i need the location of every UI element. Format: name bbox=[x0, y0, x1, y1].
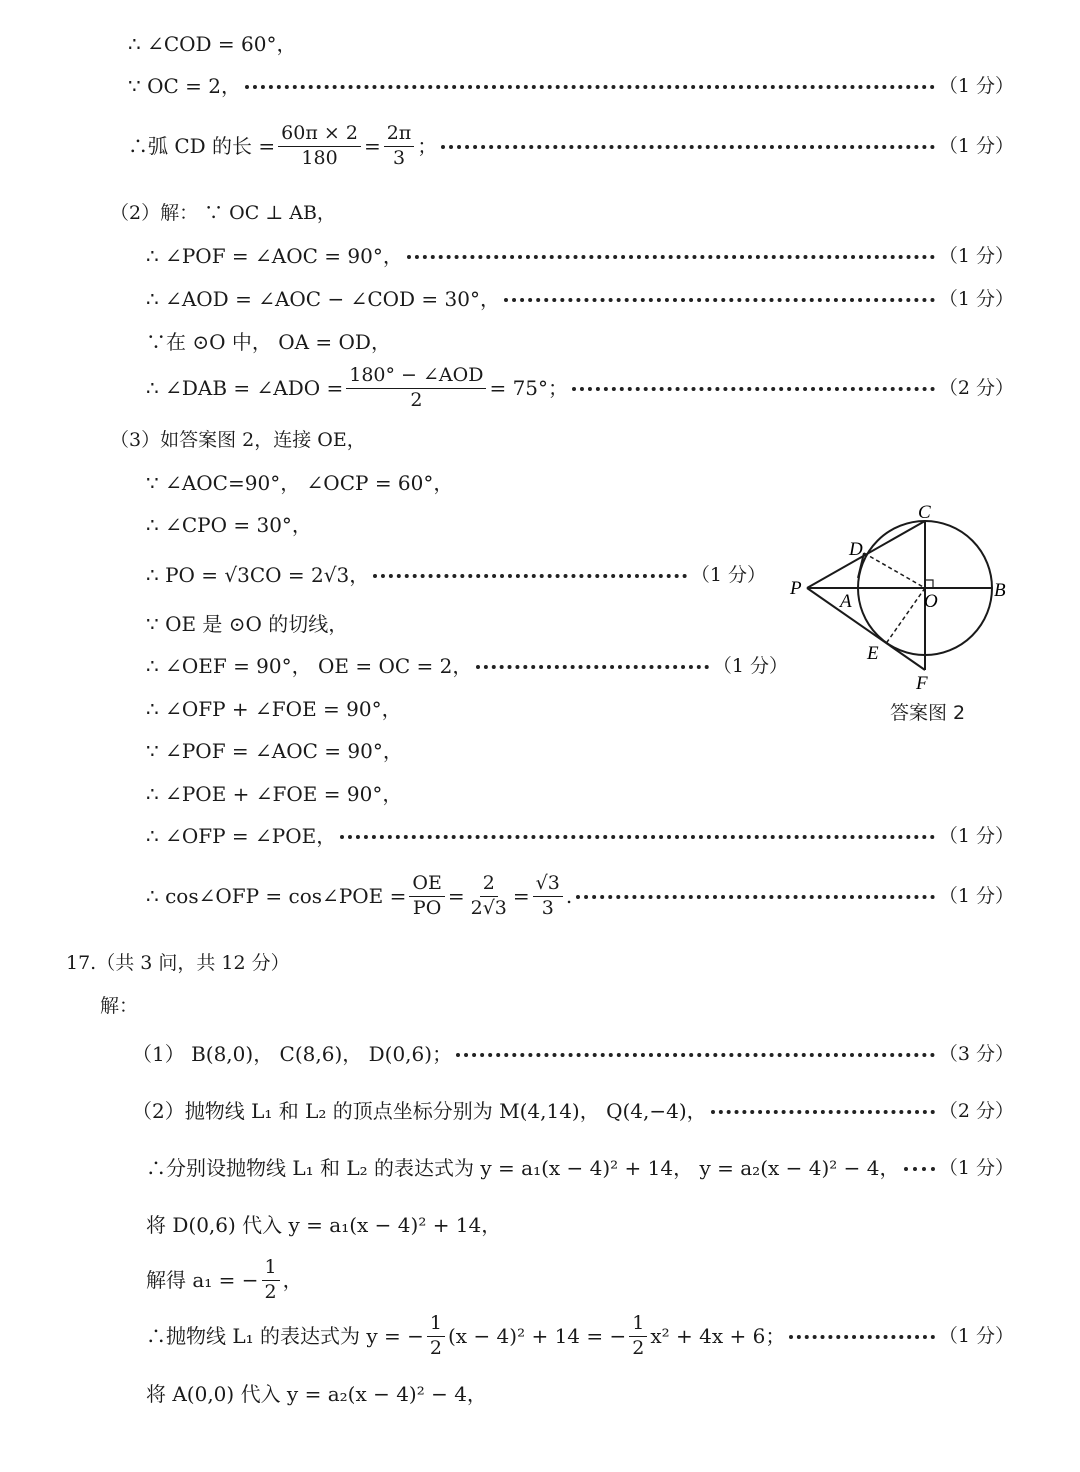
dot-leader bbox=[441, 145, 935, 149]
line-substitute-a bbox=[146, 1382, 487, 1406]
numerator: 1 bbox=[427, 1312, 445, 1337]
line-expr: ∴ ∠OFP + ∠FOE = 90°， bbox=[146, 697, 402, 721]
line-l1-expression bbox=[146, 1312, 1014, 1361]
line-pf bbox=[807, 588, 925, 670]
line-expr: ∵ OE 是 ⊙O 的切线， bbox=[146, 612, 349, 636]
line-ofp-foe bbox=[146, 697, 402, 721]
line-expr: （1） B(8,0)， C(8,6)， D(0,6)； bbox=[132, 1042, 453, 1066]
line-expr: （2）抛物线 L₁ 和 L₂ 的顶点坐标分别为 M(4,14)， Q(4,−4)， bbox=[132, 1099, 707, 1123]
line-expr: (x − 4)² + 14 = − bbox=[448, 1324, 627, 1349]
label-o: O bbox=[924, 591, 938, 612]
line-expr: （3）如答案图 2，连接 OE， bbox=[110, 429, 366, 451]
line-expr: ∵ OC = 2， bbox=[128, 74, 241, 98]
fraction bbox=[346, 364, 486, 413]
line-expr: 将 A(0,0) 代入 y = a₂(x − 4)² − 4， bbox=[146, 1382, 487, 1406]
part-2-heading bbox=[110, 202, 336, 225]
line-expr: . bbox=[565, 884, 573, 909]
fraction bbox=[468, 872, 510, 921]
line-expr: ∴ ∠OFP = ∠POE， bbox=[146, 824, 337, 848]
label-d: D bbox=[849, 539, 863, 560]
equals: = bbox=[363, 134, 381, 159]
label-f: F bbox=[916, 673, 928, 694]
numerator: 1 bbox=[262, 1256, 280, 1281]
dot-leader bbox=[340, 835, 935, 839]
score-label: （1 分） bbox=[938, 824, 1014, 847]
line-oa-od bbox=[146, 330, 391, 354]
line-expr: ∴分别设抛物线 L₁ 和 L₂ 的表达式为 y = a₁(x − 4)² + 14， y = a₂(x − 4)² − 4， bbox=[146, 1156, 900, 1180]
line-arc-length bbox=[128, 122, 1014, 171]
score-label: （1 分） bbox=[690, 563, 766, 586]
score-label: （1 分） bbox=[712, 654, 788, 677]
denominator: 2 bbox=[632, 1336, 645, 1359]
line-cos bbox=[146, 872, 1014, 921]
fraction bbox=[384, 122, 415, 171]
score-label: （2 分） bbox=[938, 1099, 1014, 1122]
fraction bbox=[262, 1256, 280, 1305]
score-label: （1 分） bbox=[938, 287, 1014, 310]
line-q17-part1 bbox=[132, 1042, 1014, 1066]
dot-leader bbox=[476, 665, 709, 669]
line-expr: ， bbox=[282, 1268, 303, 1293]
score-label: （1 分） bbox=[938, 1324, 1014, 1347]
line-oc bbox=[128, 74, 1014, 98]
line-tangent bbox=[146, 612, 348, 636]
line-expr: 解： bbox=[100, 995, 139, 1017]
line-expr: ∵ ∠AOC=90°， ∠OCP = 60°， bbox=[146, 471, 454, 495]
label-c: C bbox=[918, 502, 931, 523]
line-oef bbox=[146, 654, 788, 678]
line-expr: ∵在 ⊙O 中， OA = OD， bbox=[146, 330, 391, 354]
dot-leader bbox=[904, 1167, 935, 1171]
line-expr: ∵ ∠POF = ∠AOC = 90°， bbox=[146, 739, 403, 763]
line-expr: ∴ PO = √3CO = 2√3， bbox=[146, 563, 370, 587]
denominator: PO bbox=[412, 896, 442, 919]
line-cpo bbox=[146, 513, 312, 537]
numerator: 60π × 2 bbox=[278, 122, 361, 147]
dot-leader bbox=[504, 298, 935, 302]
line-pof bbox=[146, 244, 1014, 268]
denominator: 2 bbox=[264, 1280, 277, 1303]
numerator: √3 bbox=[533, 872, 563, 897]
answer-figure-2 bbox=[785, 498, 1025, 728]
right-angle-mark bbox=[925, 580, 933, 588]
line-po bbox=[146, 563, 766, 587]
label-p: P bbox=[790, 578, 802, 599]
score-label: （1 分） bbox=[938, 1156, 1014, 1179]
denominator: 2 bbox=[410, 388, 423, 411]
score-label: （2 分） bbox=[938, 376, 1014, 399]
line-aod bbox=[146, 287, 1014, 311]
dot-leader bbox=[711, 1110, 935, 1114]
denominator: 3 bbox=[392, 146, 406, 169]
line-cod bbox=[128, 32, 297, 56]
numerator: OE bbox=[409, 872, 444, 897]
line-expr: ∴ ∠COD = 60°， bbox=[128, 32, 297, 56]
line-q17-part2 bbox=[132, 1099, 1014, 1123]
line-expr: ∴ ∠POE + ∠FOE = 90°， bbox=[146, 782, 403, 806]
denominator: 2 bbox=[429, 1336, 442, 1359]
fraction bbox=[409, 872, 444, 921]
question-17-heading bbox=[66, 952, 290, 975]
line-oe-dashed bbox=[885, 588, 925, 645]
score-label: （1 分） bbox=[938, 134, 1014, 157]
line-poe-foe bbox=[146, 782, 402, 806]
fraction bbox=[278, 122, 361, 171]
score-label: （1 分） bbox=[938, 884, 1014, 907]
line-expr: 17.（共 3 问，共 12 分） bbox=[66, 952, 290, 974]
score-label: （1 分） bbox=[938, 244, 1014, 267]
line-expr: ∴ ∠CPO = 30°， bbox=[146, 513, 312, 537]
line-solve-a1 bbox=[146, 1256, 303, 1305]
geometry-diagram bbox=[785, 498, 1025, 698]
line-expr: = 75°； bbox=[489, 376, 569, 401]
fraction bbox=[427, 1312, 445, 1361]
fraction bbox=[629, 1312, 647, 1361]
line-do-dashed bbox=[864, 553, 925, 588]
line-expr: ； bbox=[417, 134, 438, 159]
score-label: （3 分） bbox=[938, 1042, 1014, 1065]
line-expr: ∴抛物线 L₁ 的表达式为 y = − bbox=[146, 1324, 424, 1349]
numerator: 180° − ∠AOD bbox=[346, 364, 486, 389]
dot-leader bbox=[245, 85, 935, 89]
line-aoc-ocp bbox=[146, 471, 453, 495]
line-expr: 解得 a₁ = − bbox=[146, 1268, 259, 1293]
denominator: 2√3 bbox=[470, 896, 507, 919]
line-expr: （2）解： ∵ OC ⊥ AB， bbox=[110, 202, 336, 224]
line-substitute-d bbox=[146, 1213, 501, 1237]
line-expr: ∴弧 CD 的长 = bbox=[128, 134, 276, 159]
line-expr: ∴ ∠DAB = ∠ADO = bbox=[146, 376, 344, 401]
figure-caption: 答案图 2 bbox=[890, 702, 966, 724]
dot-leader bbox=[572, 387, 935, 391]
numerator: 1 bbox=[629, 1312, 647, 1337]
line-expr: ∴ ∠OEF = 90°， OE = OC = 2， bbox=[146, 654, 473, 678]
label-a: A bbox=[840, 591, 852, 612]
numerator: 2 bbox=[480, 872, 498, 897]
dot-leader bbox=[407, 255, 935, 259]
dot-leader bbox=[456, 1053, 935, 1057]
fraction bbox=[533, 872, 563, 921]
numerator: 2π bbox=[384, 122, 415, 147]
dot-leader bbox=[373, 574, 687, 578]
line-set-expressions bbox=[146, 1156, 1014, 1180]
part-3-heading bbox=[110, 429, 366, 452]
dot-leader bbox=[789, 1335, 935, 1339]
line-dab bbox=[146, 364, 1014, 413]
dot-leader bbox=[576, 895, 935, 899]
line-expr: 将 D(0,6) 代入 y = a₁(x − 4)² + 14， bbox=[146, 1213, 502, 1237]
line-ofp-poe bbox=[146, 824, 1014, 848]
denominator: 180 bbox=[301, 146, 338, 169]
score-label: （1 分） bbox=[938, 74, 1014, 97]
line-expr: ∴ ∠POF = ∠AOC = 90°， bbox=[146, 244, 403, 268]
solution-label bbox=[100, 995, 138, 1018]
denominator: 3 bbox=[541, 896, 554, 919]
line-expr: x² + 4x + 6； bbox=[650, 1324, 786, 1349]
line-expr: ∴ cos∠OFP = cos∠POE = bbox=[146, 884, 407, 909]
equals: = bbox=[512, 884, 530, 909]
label-e: E bbox=[867, 643, 879, 664]
line-expr: ∴ ∠AOD = ∠AOC − ∠COD = 30°， bbox=[146, 287, 500, 311]
line-pof-aoc bbox=[146, 739, 403, 763]
label-b: B bbox=[994, 580, 1006, 601]
equals: = bbox=[447, 884, 465, 909]
